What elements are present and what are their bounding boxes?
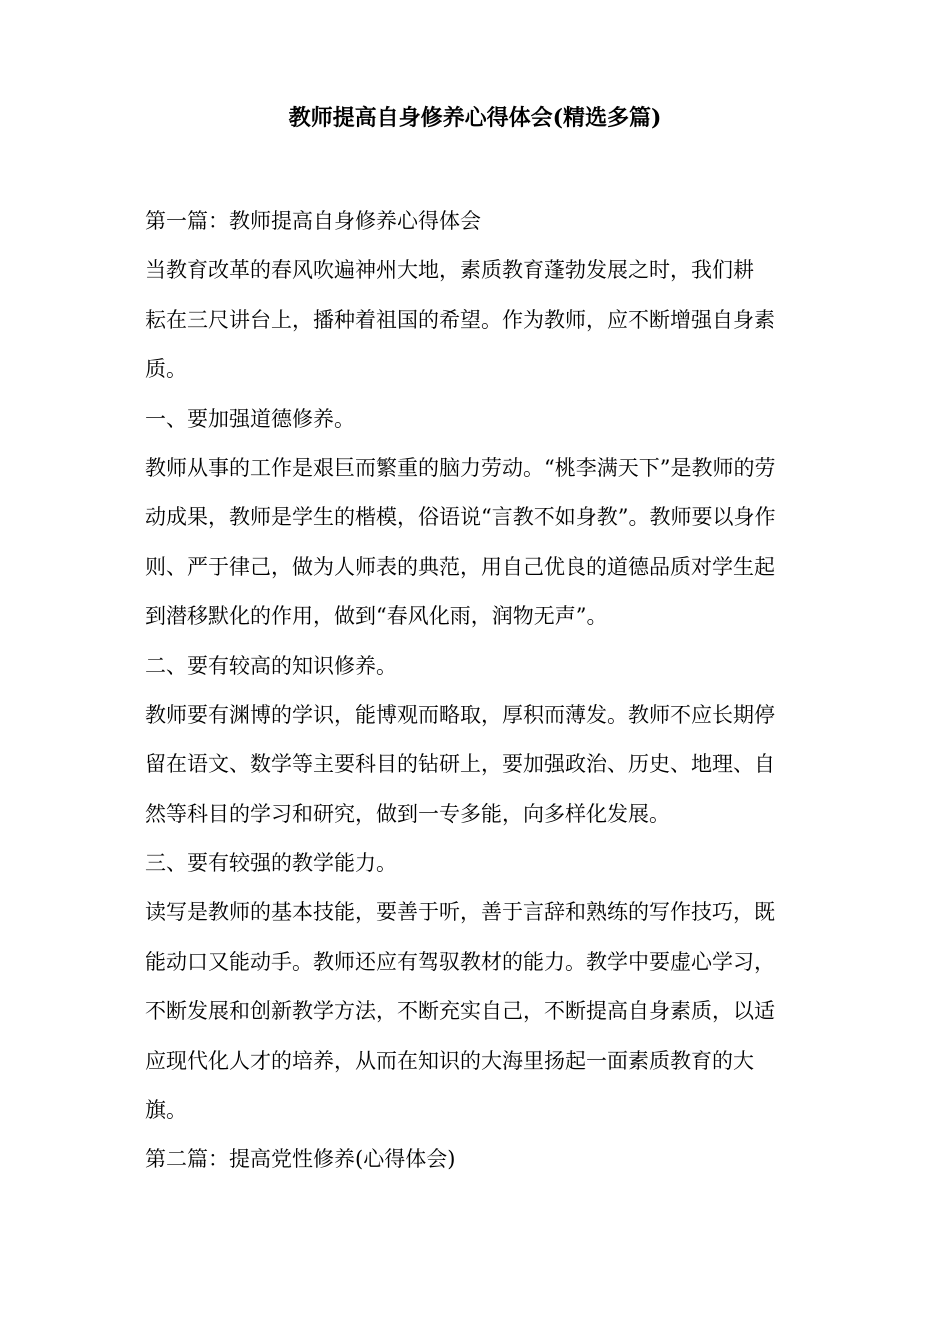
text-line: 教师从事的工作是艰巨而繁重的脑力劳动。“桃李满天下”是教师的劳 <box>145 455 776 480</box>
document-title: 教师提高自身修养心得体会(精选多篇) <box>288 105 662 131</box>
text-line: 不断发展和创新教学方法，不断充实自己，不断提高自身素质，以适 <box>145 999 775 1024</box>
text-line: 旗。 <box>145 1098 187 1123</box>
text-line: 然等科目的学习和研究，做到一专多能，向多样化发展。 <box>145 801 670 826</box>
text-line: 读写是教师的基本技能，要善于听，善于言辞和熟练的写作技巧，既 <box>145 900 775 925</box>
subsection-heading: 二、要有较高的知识修养。 <box>145 653 397 678</box>
text-line: 能动口又能动手。教师还应有驾驭教材的能力。教学中要虚心学习， <box>145 949 775 974</box>
subsection-heading: 一、要加强道德修养。 <box>145 406 355 431</box>
text-line: 质。 <box>145 357 187 382</box>
text-line: 应现代化人才的培养，从而在知识的大海里扬起一面素质教育的大 <box>145 1048 754 1073</box>
subsection-heading: 三、要有较强的教学能力。 <box>145 851 397 876</box>
section-heading: 第二篇：提高党性修养(心得体会) <box>145 1147 456 1172</box>
text-line: 当教育改革的春风吹遍神州大地，素质教育蓬勃发展之时，我们耕 <box>145 258 754 283</box>
section-heading: 第一篇：教师提高自身修养心得体会 <box>145 209 481 233</box>
text-line: 教师要有渊博的学识，能博观而略取，厚积而薄发。教师不应长期停 <box>145 702 775 727</box>
text-line: 则、严于律己，做为人师表的典范，用自己优良的道德品质对学生起 <box>145 554 775 579</box>
text-line: 留在语文、数学等主要科目的钻研上，要加强政治、历史、地理、自 <box>145 752 775 777</box>
text-line: 耘在三尺讲台上，播种着祖国的希望。作为教师，应不断增强自身素 <box>145 307 775 332</box>
text-line: 动成果，教师是学生的楷模，俗语说“言教不如身教”。教师要以身作 <box>145 505 776 530</box>
document-body <box>145 204 821 1192</box>
text-line: 到潜移默化的作用，做到“春风化雨，润物无声”。 <box>145 604 608 629</box>
